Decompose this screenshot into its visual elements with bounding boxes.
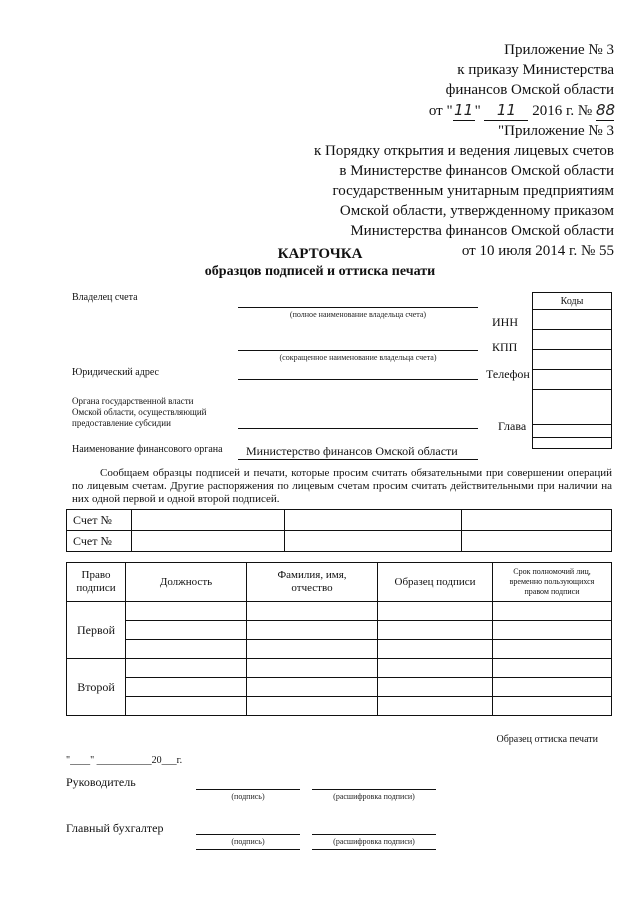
- first-row2-signature[interactable]: [378, 621, 493, 640]
- director-signature-line[interactable]: [196, 789, 300, 790]
- header-line-1: Приложение № 3: [504, 42, 614, 58]
- account-cell-2a[interactable]: [132, 531, 285, 552]
- second-row2-position[interactable]: [126, 678, 247, 697]
- codes-blank-cell[interactable]: [533, 370, 612, 390]
- second-row1-name[interactable]: [247, 659, 378, 678]
- accountant-signature-line[interactable]: [196, 834, 300, 835]
- date-number: 88: [596, 101, 616, 119]
- col-position-header: Должность: [126, 563, 247, 602]
- owner-short-line[interactable]: [238, 350, 478, 351]
- fin-organ-label: Наименование финансового органа: [72, 444, 223, 455]
- first-row1-name[interactable]: [247, 602, 378, 621]
- owner-full-line[interactable]: [238, 307, 478, 308]
- director-signature-caption: (подпись): [231, 792, 265, 801]
- account-label-2: Счет №: [67, 531, 132, 552]
- appendix-line-5: Омской области, утвержденному приказом: [339, 203, 614, 219]
- header-date-line: [314, 100, 614, 121]
- col-term-header: [493, 563, 612, 602]
- col-right-header: [67, 563, 126, 602]
- second-row3-signature[interactable]: [378, 697, 493, 716]
- address-label: Юридический адрес: [72, 367, 159, 378]
- first-row2-position[interactable]: [126, 621, 247, 640]
- col-right-line-2: подписи: [76, 582, 116, 594]
- signatures-table: [66, 562, 612, 716]
- appendix-line-7: от 10 июля 2014 г. № 55: [461, 243, 614, 259]
- account-label-1: Счет №: [67, 510, 132, 531]
- phone-label: Телефон: [486, 367, 530, 381]
- second-row1-term[interactable]: [493, 659, 612, 678]
- accountant-signature-caption: (подпись): [231, 837, 265, 846]
- first-row3-signature[interactable]: [378, 640, 493, 659]
- owner-full-caption: (полное наименование владельца счета): [289, 310, 427, 319]
- col-term-line-3: правом подписи: [524, 587, 580, 596]
- fin-organ-value: Министерство финансов Омской области: [246, 444, 458, 458]
- accounts-table: [66, 509, 612, 552]
- account-cell-1a[interactable]: [132, 510, 285, 531]
- inn-label: ИНН: [492, 315, 518, 329]
- second-row3-position[interactable]: [126, 697, 247, 716]
- account-cell-1c[interactable]: [462, 510, 612, 531]
- document-subtitle: образцов подписей и оттиска печати: [204, 264, 436, 279]
- fin-organ-line: [238, 459, 478, 460]
- authority-line[interactable]: [238, 428, 478, 429]
- account-cell-2b[interactable]: [285, 531, 462, 552]
- account-cell-2c[interactable]: [462, 531, 612, 552]
- col-name-line-2: отчество: [291, 582, 333, 594]
- signing-date[interactable]: "____" ___________20___г.: [66, 755, 183, 766]
- chief-accountant-label: Главный бухгалтер: [66, 821, 164, 835]
- col-name-line-1: Фамилия, имя,: [277, 569, 347, 581]
- address-line[interactable]: [238, 379, 478, 380]
- col-right-line-1: Право: [81, 569, 111, 581]
- col-signature-header: Образец подписи: [378, 563, 493, 602]
- account-cell-1b[interactable]: [285, 510, 462, 531]
- first-row1-signature[interactable]: [378, 602, 493, 621]
- appendix-line-4: государственным унитарным предприятиям: [332, 183, 614, 199]
- codes-inn-cell[interactable]: [533, 310, 612, 330]
- second-row1-signature[interactable]: [378, 659, 493, 678]
- first-row3-name[interactable]: [247, 640, 378, 659]
- owner-label: Владелец счета: [72, 292, 138, 303]
- codes-fin-cell[interactable]: [533, 425, 612, 438]
- seal-sample-label: Образец оттиска печати: [496, 734, 598, 745]
- col-name-header: [247, 563, 378, 602]
- authority-line-1: Органа государственной власти: [72, 396, 194, 406]
- date-quote: ": [474, 103, 481, 119]
- first-row3-position[interactable]: [126, 640, 247, 659]
- director-label: Руководитель: [66, 775, 136, 789]
- codes-kpp-cell[interactable]: [533, 330, 612, 350]
- accountant-bottom-line-2: [312, 849, 436, 850]
- header-line-3: финансов Омской области: [445, 82, 614, 98]
- date-day: 11: [454, 101, 474, 119]
- document-title: КАРТОЧКА: [277, 246, 363, 262]
- owner-short-caption: (сокращенное наименование владельца счета): [279, 353, 437, 362]
- codes-header: Коды: [533, 293, 612, 310]
- first-row2-term[interactable]: [493, 621, 612, 640]
- first-row1-position[interactable]: [126, 602, 247, 621]
- col-term-line-2: временно пользующихся: [509, 577, 595, 586]
- authority-label: [72, 396, 206, 429]
- col-term-line-1: Срок полномочий лиц,: [513, 567, 591, 576]
- appendix-line-2: к Порядку открытия и ведения лицевых счетов: [313, 143, 614, 159]
- director-decoding-caption: (расшифровка подписи): [333, 792, 415, 801]
- codes-phone-cell[interactable]: [533, 350, 612, 370]
- intro-paragraph: Сообщаем образцы подписей и печати, которые просим считать обязательными при совершении операций по лицевым счетам. Другие распоряжения по лицевым счетам просим считать действительными при наличии на них одной первой и одной второй подписей.: [72, 467, 612, 505]
- appendix-line-3: в Министерстве финансов Омской области: [339, 163, 614, 179]
- first-row1-term[interactable]: [493, 602, 612, 621]
- director-decoding-line[interactable]: [312, 789, 436, 790]
- appendix-line-6: Министерства финансов Омской области: [350, 223, 614, 239]
- second-row2-signature[interactable]: [378, 678, 493, 697]
- date-month: 11: [484, 100, 528, 121]
- second-row3-term[interactable]: [493, 697, 612, 716]
- second-signature-label: Второй: [67, 659, 126, 716]
- date-year: 2016 г. №: [532, 103, 593, 119]
- codes-table: [532, 292, 612, 449]
- authority-line-3: предоставление субсидии: [72, 418, 171, 428]
- codes-bottom-cell[interactable]: [533, 438, 612, 449]
- accountant-bottom-line-1: [196, 849, 300, 850]
- kpp-label: КПП: [492, 340, 518, 354]
- first-row3-term[interactable]: [493, 640, 612, 659]
- head-label: Глава: [498, 419, 527, 433]
- accountant-decoding-line[interactable]: [312, 834, 436, 835]
- first-row2-name[interactable]: [247, 621, 378, 640]
- date-prefix: от ": [428, 103, 453, 119]
- second-row2-term[interactable]: [493, 678, 612, 697]
- second-row1-position[interactable]: [126, 659, 247, 678]
- header-block: [314, 40, 614, 261]
- second-row3-name[interactable]: [247, 697, 378, 716]
- accountant-decoding-caption: (расшифровка подписи): [333, 837, 415, 846]
- header-line-2: к приказу Министерства: [457, 62, 614, 78]
- authority-line-2: Омской области, осуществляющий: [72, 407, 207, 417]
- appendix-line-1: "Приложение № 3: [498, 123, 614, 139]
- second-row2-name[interactable]: [247, 678, 378, 697]
- first-signature-label: Первой: [67, 602, 126, 659]
- codes-head-cell[interactable]: [533, 390, 612, 425]
